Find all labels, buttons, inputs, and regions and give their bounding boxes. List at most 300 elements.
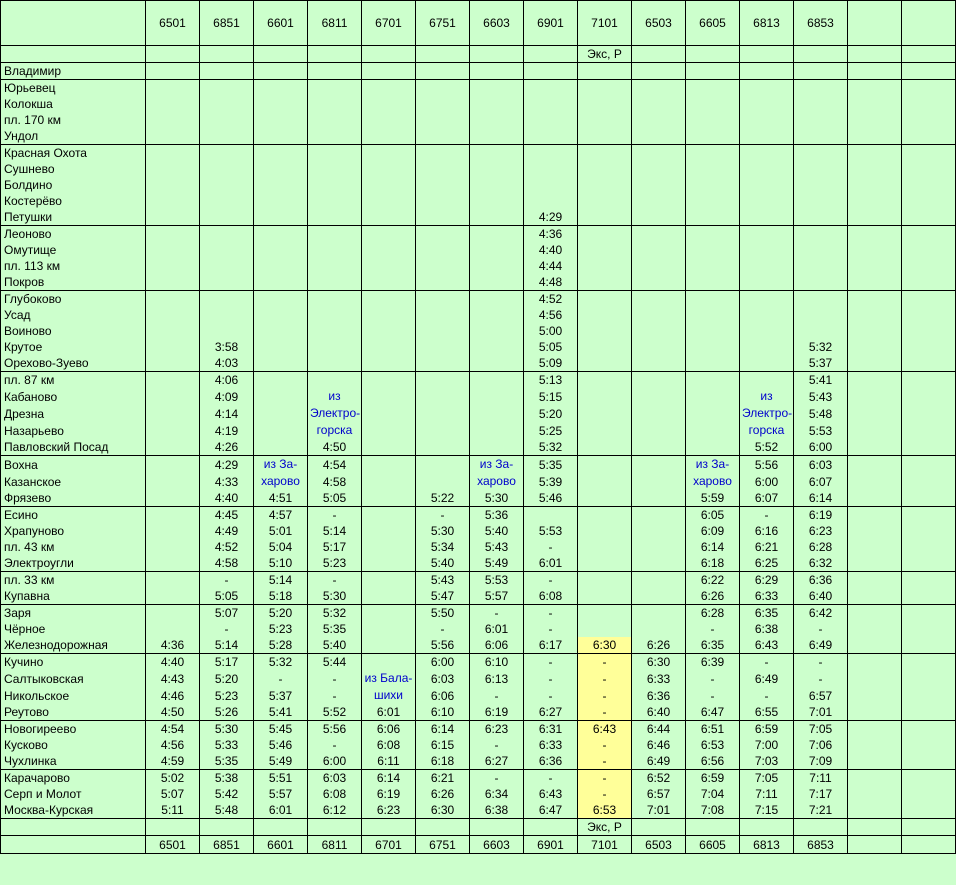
time-cell: [686, 96, 740, 112]
time-cell: [686, 258, 740, 274]
time-cell: 5:23: [200, 687, 254, 704]
time-cell: [470, 145, 524, 162]
time-cell: [362, 605, 416, 622]
train-number: 6851: [200, 836, 254, 854]
time-cell: [632, 523, 686, 539]
time-cell: [416, 405, 470, 422]
table-row: [1, 637, 956, 654]
time-cell: [470, 405, 524, 422]
station-name: Храпуново: [1, 523, 146, 539]
time-cell: [362, 654, 416, 671]
table-row: [1, 473, 956, 490]
empty-cell: [902, 355, 956, 372]
time-cell: [416, 388, 470, 405]
time-cell: [362, 339, 416, 355]
time-cell: [578, 242, 632, 258]
time-cell: 4:48: [524, 274, 578, 291]
time-cell: [146, 96, 200, 112]
time-cell: [632, 80, 686, 97]
table-row: [1, 226, 956, 243]
station-name: пл. 43 км: [1, 539, 146, 555]
table-row: [1, 802, 956, 819]
time-cell: 5:53: [794, 422, 848, 439]
time-cell: [416, 209, 470, 226]
time-cell: [200, 177, 254, 193]
time-cell: 6:53: [578, 802, 632, 819]
time-cell: [524, 177, 578, 193]
time-cell: 5:18: [254, 588, 308, 605]
table-row: [1, 555, 956, 572]
time-cell: 6:03: [308, 770, 362, 787]
time-cell: -: [524, 572, 578, 589]
time-cell: [146, 572, 200, 589]
time-cell: 6:35: [740, 605, 794, 622]
train-number: 6811: [308, 1, 362, 46]
time-cell: 4:26: [200, 439, 254, 456]
time-cell: [794, 226, 848, 243]
time-cell: -: [740, 687, 794, 704]
time-cell: [200, 274, 254, 291]
time-cell: [740, 274, 794, 291]
empty-cell: [848, 439, 902, 456]
time-cell: 4:58: [200, 555, 254, 572]
empty-cell: [200, 819, 254, 836]
train-number: 6811: [308, 836, 362, 854]
time-cell: [362, 621, 416, 637]
empty-cell: [362, 46, 416, 63]
empty-cell: [902, 1, 956, 46]
empty-cell: [848, 323, 902, 339]
table-row: [1, 588, 956, 605]
origin-note: из: [740, 388, 794, 405]
empty-cell: [902, 786, 956, 802]
time-cell: [416, 258, 470, 274]
time-cell: 6:36: [632, 687, 686, 704]
time-cell: -: [416, 621, 470, 637]
train-number: 6701: [362, 1, 416, 46]
table-row: [1, 539, 956, 555]
time-cell: [740, 96, 794, 112]
table-row: [1, 193, 956, 209]
empty-cell: [848, 621, 902, 637]
time-cell: [794, 63, 848, 80]
time-cell: 6:06: [470, 637, 524, 654]
time-cell: [686, 323, 740, 339]
time-cell: [578, 307, 632, 323]
time-cell: 6:14: [416, 721, 470, 738]
time-cell: 7:15: [740, 802, 794, 819]
station-name: Казанское: [1, 473, 146, 490]
time-cell: -: [686, 687, 740, 704]
time-cell: 6:26: [686, 588, 740, 605]
time-cell: -: [524, 605, 578, 622]
time-cell: 5:53: [524, 523, 578, 539]
time-cell: [200, 209, 254, 226]
time-cell: [740, 307, 794, 323]
time-cell: 5:23: [308, 555, 362, 572]
station-name: Леоново: [1, 226, 146, 243]
time-cell: [686, 291, 740, 308]
time-cell: [362, 145, 416, 162]
table-row: [1, 572, 956, 589]
time-cell: [686, 145, 740, 162]
time-cell: 6:23: [794, 523, 848, 539]
empty-cell: [902, 439, 956, 456]
time-cell: [200, 145, 254, 162]
time-cell: 6:21: [416, 770, 470, 787]
time-cell: [794, 177, 848, 193]
empty-cell: [848, 63, 902, 80]
time-cell: [578, 161, 632, 177]
time-cell: [740, 63, 794, 80]
time-cell: [416, 63, 470, 80]
time-cell: [740, 323, 794, 339]
table-row: [1, 770, 956, 787]
time-cell: [578, 621, 632, 637]
time-cell: [362, 473, 416, 490]
empty-cell: [848, 637, 902, 654]
station-name: Электроугли: [1, 555, 146, 572]
time-cell: [632, 422, 686, 439]
time-cell: -: [740, 507, 794, 524]
time-cell: [578, 128, 632, 145]
station-name: Фрязево: [1, 490, 146, 507]
time-cell: 6:18: [416, 753, 470, 770]
empty-cell: [848, 46, 902, 63]
time-cell: [632, 63, 686, 80]
time-cell: [254, 80, 308, 97]
time-cell: [416, 355, 470, 372]
empty-cell: [794, 46, 848, 63]
time-cell: 7:04: [686, 786, 740, 802]
station-name: Карачарово: [1, 770, 146, 787]
time-cell: [146, 456, 200, 474]
train-number: 6901: [524, 1, 578, 46]
time-cell: [524, 80, 578, 97]
table-row: [1, 63, 956, 80]
time-cell: [308, 307, 362, 323]
station-name: Купавна: [1, 588, 146, 605]
time-cell: [686, 112, 740, 128]
time-cell: 4:51: [254, 490, 308, 507]
time-cell: 6:49: [740, 670, 794, 687]
table-row: [1, 388, 956, 405]
station-name: Новогиреево: [1, 721, 146, 738]
footer-row: [1, 836, 956, 854]
time-cell: [578, 507, 632, 524]
time-cell: [794, 161, 848, 177]
time-cell: 6:07: [794, 473, 848, 490]
time-cell: [362, 128, 416, 145]
empty-cell: [470, 819, 524, 836]
station-name: Сушнево: [1, 161, 146, 177]
time-cell: [578, 291, 632, 308]
time-cell: [200, 323, 254, 339]
time-cell: [254, 439, 308, 456]
time-cell: 6:25: [740, 555, 794, 572]
empty-cell: [740, 46, 794, 63]
train-number: 6751: [416, 1, 470, 46]
table-row: [1, 323, 956, 339]
time-cell: 5:11: [146, 802, 200, 819]
empty-cell: [848, 721, 902, 738]
time-cell: 5:26: [200, 704, 254, 721]
time-cell: [362, 323, 416, 339]
time-cell: 5:30: [416, 523, 470, 539]
empty-cell: [524, 46, 578, 63]
empty-cell: [848, 687, 902, 704]
time-cell: 6:14: [686, 539, 740, 555]
table-row: [1, 112, 956, 128]
time-cell: 5:51: [254, 770, 308, 787]
time-cell: [686, 226, 740, 243]
time-cell: [254, 339, 308, 355]
time-cell: 6:16: [740, 523, 794, 539]
time-cell: 6:09: [686, 523, 740, 539]
time-cell: [470, 307, 524, 323]
time-cell: [362, 572, 416, 589]
time-cell: -: [524, 621, 578, 637]
time-cell: 5:13: [524, 372, 578, 389]
empty-cell: [848, 145, 902, 162]
time-cell: [146, 161, 200, 177]
empty-cell: [902, 323, 956, 339]
time-cell: [146, 355, 200, 372]
time-cell: [686, 80, 740, 97]
time-cell: 5:32: [254, 654, 308, 671]
empty-cell: [902, 621, 956, 637]
time-cell: [578, 422, 632, 439]
time-cell: 4:56: [146, 737, 200, 753]
time-cell: [686, 405, 740, 422]
train-number: 6853: [794, 836, 848, 854]
time-cell: [416, 177, 470, 193]
time-cell: 5:57: [254, 786, 308, 802]
time-cell: [146, 555, 200, 572]
time-cell: [632, 621, 686, 637]
empty-cell: [416, 46, 470, 63]
time-cell: [146, 621, 200, 637]
time-cell: 6:31: [524, 721, 578, 738]
time-cell: 3:58: [200, 339, 254, 355]
time-cell: 5:07: [200, 605, 254, 622]
empty-cell: [902, 507, 956, 524]
time-cell: [470, 274, 524, 291]
time-cell: [578, 80, 632, 97]
table-row: [1, 291, 956, 308]
time-cell: 5:35: [200, 753, 254, 770]
origin-note: харово: [470, 473, 524, 490]
time-cell: 7:01: [632, 802, 686, 819]
station-name: Заря: [1, 605, 146, 622]
station-name: Орехово-Зуево: [1, 355, 146, 372]
time-cell: 5:43: [470, 539, 524, 555]
time-cell: 5:32: [308, 605, 362, 622]
time-cell: 4:09: [200, 388, 254, 405]
time-cell: 4:40: [524, 242, 578, 258]
time-cell: 6:39: [686, 654, 740, 671]
train-number: 6851: [200, 1, 254, 46]
time-cell: 6:43: [578, 721, 632, 738]
time-cell: [254, 161, 308, 177]
time-cell: [740, 355, 794, 372]
station-name: Железнодорожная: [1, 637, 146, 654]
time-cell: 6:19: [362, 786, 416, 802]
time-cell: [254, 355, 308, 372]
time-cell: 7:05: [794, 721, 848, 738]
empty-cell: [848, 819, 902, 836]
station-name: Дрезна: [1, 405, 146, 422]
corner-cell: [1, 836, 146, 854]
time-cell: 6:03: [794, 456, 848, 474]
time-cell: [578, 523, 632, 539]
time-cell: 5:49: [470, 555, 524, 572]
time-cell: 6:07: [740, 490, 794, 507]
time-cell: [146, 63, 200, 80]
time-cell: [794, 307, 848, 323]
empty-cell: [1, 819, 146, 836]
time-cell: [308, 339, 362, 355]
time-cell: [524, 161, 578, 177]
time-cell: [146, 226, 200, 243]
time-cell: 5:46: [524, 490, 578, 507]
empty-cell: [902, 63, 956, 80]
empty-cell: [902, 46, 956, 63]
time-cell: [686, 388, 740, 405]
time-cell: [416, 274, 470, 291]
empty-cell: [902, 258, 956, 274]
time-cell: [632, 291, 686, 308]
time-cell: 7:21: [794, 802, 848, 819]
time-cell: [146, 112, 200, 128]
time-cell: 4:06: [200, 372, 254, 389]
time-cell: [146, 307, 200, 323]
empty-cell: [848, 355, 902, 372]
time-cell: [632, 507, 686, 524]
time-cell: 6:52: [632, 770, 686, 787]
time-cell: [632, 473, 686, 490]
table-row: [1, 128, 956, 145]
empty-cell: [524, 819, 578, 836]
time-cell: 6:38: [740, 621, 794, 637]
time-cell: [686, 307, 740, 323]
time-cell: 4:56: [524, 307, 578, 323]
station-name: Есино: [1, 507, 146, 524]
time-cell: [794, 274, 848, 291]
time-cell: [362, 80, 416, 97]
time-cell: [254, 193, 308, 209]
time-cell: [578, 473, 632, 490]
empty-cell: [308, 819, 362, 836]
time-cell: 5:40: [308, 637, 362, 654]
station-name: Кусково: [1, 737, 146, 753]
time-cell: [308, 63, 362, 80]
time-cell: [362, 177, 416, 193]
time-cell: [794, 145, 848, 162]
time-cell: 6:28: [794, 539, 848, 555]
time-cell: 6:57: [632, 786, 686, 802]
station-name: Никольское: [1, 687, 146, 704]
time-cell: 5:17: [200, 654, 254, 671]
time-cell: 7:11: [794, 770, 848, 787]
empty-cell: [632, 46, 686, 63]
time-cell: 5:45: [254, 721, 308, 738]
time-cell: 6:00: [308, 753, 362, 770]
table-row: [1, 405, 956, 422]
table-row: [1, 355, 956, 372]
time-cell: -: [686, 670, 740, 687]
time-cell: [362, 490, 416, 507]
time-cell: [254, 177, 308, 193]
time-cell: [578, 605, 632, 622]
empty-cell: [902, 687, 956, 704]
time-cell: 5:02: [146, 770, 200, 787]
station-name: Омутище: [1, 242, 146, 258]
time-cell: 4:44: [524, 258, 578, 274]
time-cell: 6:05: [686, 507, 740, 524]
empty-cell: [848, 307, 902, 323]
time-cell: 6:08: [524, 588, 578, 605]
time-cell: [308, 242, 362, 258]
time-cell: 6:30: [632, 654, 686, 671]
time-cell: 6:23: [362, 802, 416, 819]
station-name: Глубоково: [1, 291, 146, 308]
time-cell: [686, 161, 740, 177]
empty-cell: [902, 704, 956, 721]
time-cell: 6:01: [362, 704, 416, 721]
empty-cell: [848, 473, 902, 490]
time-cell: 5:56: [308, 721, 362, 738]
time-cell: [254, 372, 308, 389]
empty-cell: [848, 588, 902, 605]
time-cell: [416, 80, 470, 97]
time-cell: -: [578, 786, 632, 802]
time-cell: 5:50: [416, 605, 470, 622]
station-name: Чухлинка: [1, 753, 146, 770]
empty-cell: [902, 555, 956, 572]
origin-note: из За-: [254, 456, 308, 474]
origin-note: горска: [308, 422, 362, 439]
time-cell: [740, 128, 794, 145]
time-cell: -: [578, 770, 632, 787]
time-cell: 4:59: [146, 753, 200, 770]
empty-cell: [848, 258, 902, 274]
time-cell: [578, 439, 632, 456]
empty-cell: [848, 291, 902, 308]
time-cell: -: [794, 670, 848, 687]
empty-cell: [902, 145, 956, 162]
empty-cell: [848, 177, 902, 193]
time-cell: [146, 405, 200, 422]
station-name: Серп и Молот: [1, 786, 146, 802]
station-name: Красная Охота: [1, 145, 146, 162]
time-cell: [362, 242, 416, 258]
origin-note: из За-: [686, 456, 740, 474]
time-cell: [146, 80, 200, 97]
time-cell: [578, 539, 632, 555]
time-cell: -: [578, 687, 632, 704]
time-cell: [416, 161, 470, 177]
time-cell: [416, 128, 470, 145]
time-cell: 5:17: [308, 539, 362, 555]
time-cell: [470, 193, 524, 209]
time-cell: [470, 439, 524, 456]
empty-cell: [848, 753, 902, 770]
time-cell: 6:00: [794, 439, 848, 456]
empty-cell: [902, 177, 956, 193]
time-cell: 7:00: [740, 737, 794, 753]
time-cell: [470, 291, 524, 308]
